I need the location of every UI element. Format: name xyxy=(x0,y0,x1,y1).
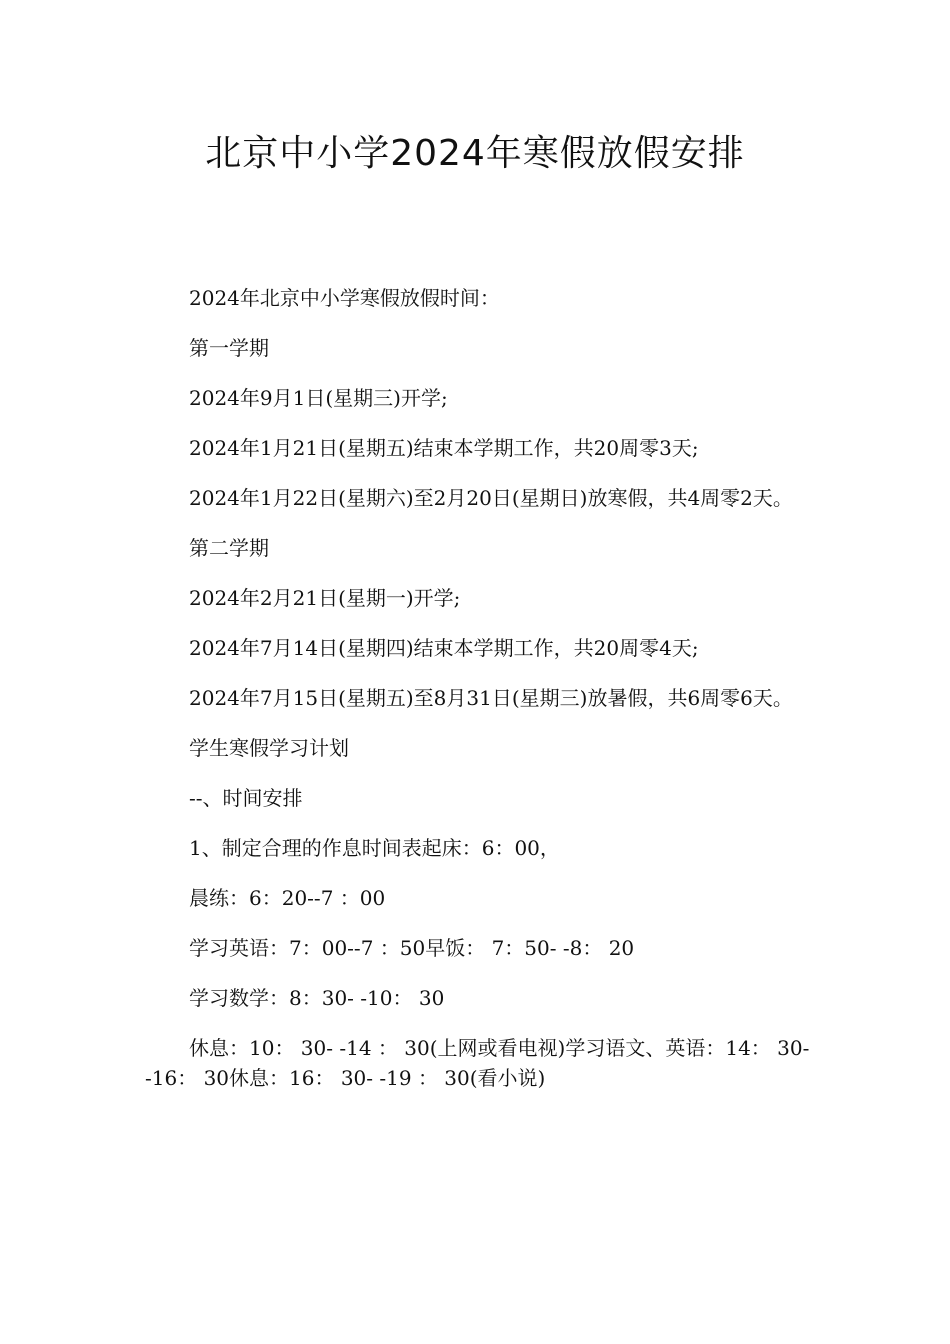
paragraph-schedule-exercise: 晨练：6：20--7 ：00 xyxy=(189,886,386,910)
paragraph-first-semester-start: 2024年9月1日(星期三)开学; xyxy=(189,386,448,410)
paragraph-first-semester: 第一学期 xyxy=(189,336,269,360)
paragraph-winter-break: 2024年1月22日(星期六)至2月20日(星期日)放寒假，共4周零2天。 xyxy=(189,486,793,510)
paragraph-summer-break: 2024年7月15日(星期五)至8月31日(星期三)放暑假，共6周零6天。 xyxy=(189,686,793,710)
paragraph-schedule-rest: 休息：10： 30- -14 ： 30(上网或看电视)学习语文、英语：14： 30- -16： 30休息：16： 30- -19 ： 30(看小说) xyxy=(145,1036,810,1090)
paragraph-schedule-english: 学习英语：7：00--7 ：50早饭： 7：50- -8： 20 xyxy=(189,936,635,960)
paragraph-second-semester: 第二学期 xyxy=(189,536,269,560)
paragraph-second-semester-end: 2024年7月14日(星期四)结束本学期工作，共20周零4天; xyxy=(189,636,699,660)
paragraph-time-arrangement: --、时间安排 xyxy=(189,786,303,810)
paragraph-study-plan-heading: 学生寒假学习计划 xyxy=(189,736,349,760)
paragraph-first-semester-end: 2024年1月21日(星期五)结束本学期工作，共20周零3天; xyxy=(189,436,699,460)
document-title: 北京中小学2024年寒假放假安排 xyxy=(205,133,745,174)
paragraph-schedule-wakeup: 1、制定合理的作息时间表起床：6：00， xyxy=(189,836,560,860)
document-body xyxy=(145,283,810,1113)
paragraph-holiday-heading: 2024年北京中小学寒假放假时间： xyxy=(189,286,500,310)
paragraph-schedule-math: 学习数学：8：30- -10： 30 xyxy=(189,986,445,1010)
paragraph-second-semester-start: 2024年2月21日(星期一)开学; xyxy=(189,586,461,610)
